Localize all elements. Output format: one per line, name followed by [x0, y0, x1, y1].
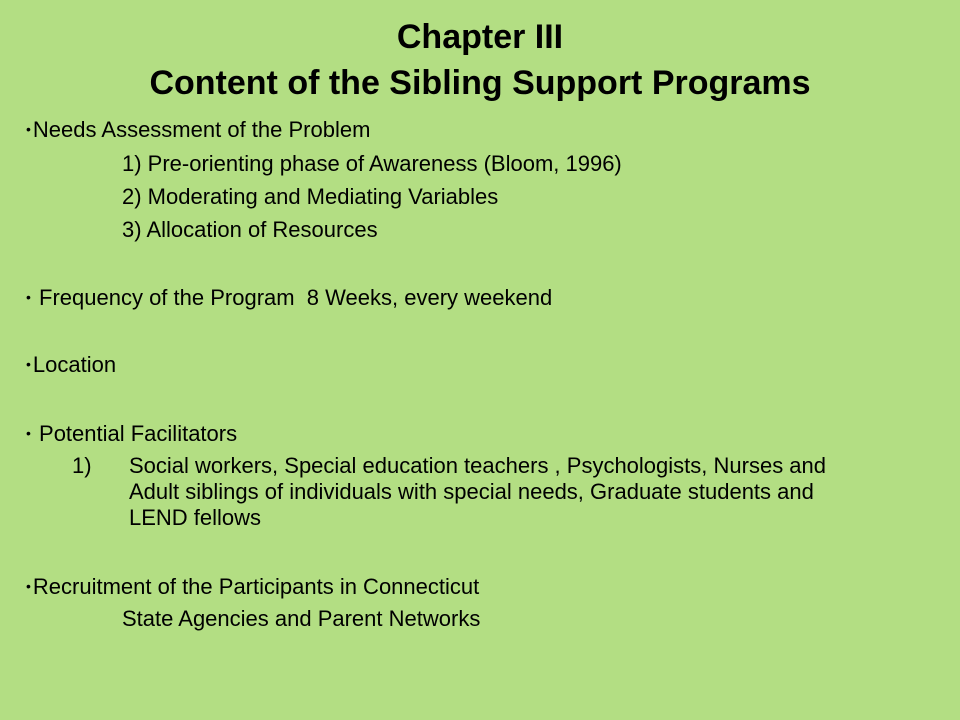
bullet-text: Needs Assessment of the Problem — [32, 117, 371, 142]
bullet-icon: • — [26, 578, 31, 594]
bullet-text: Frequency of the Program 8 Weeks, every weekend — [32, 285, 553, 310]
sub-item: 1) Pre-orienting phase of Awareness (Bloom, 1996) — [122, 151, 622, 176]
bullet-text: Recruitment of the Participants in Connecticut — [32, 574, 480, 599]
bullet-text: Location — [32, 352, 117, 377]
title-line-1: Chapter III — [396, 18, 564, 56]
bullet-needs-assessment — [26, 116, 370, 143]
sub-item: 2) Moderating and Mediating Variables — [122, 184, 499, 209]
item-text — [129, 453, 949, 531]
bullet-frequency — [26, 284, 552, 311]
bullet-recruitment — [26, 573, 479, 600]
sub-item: State Agencies and Parent Networks — [122, 606, 481, 631]
bullet-icon: • — [26, 289, 31, 305]
bullet-location — [26, 351, 116, 378]
bullet-icon: • — [26, 121, 31, 137]
title-line-2: Content of the Sibling Support Programs — [149, 64, 811, 102]
slide-title — [0, 14, 960, 106]
item-text-line: Social workers, Special education teachers , Psychologists, Nurses and — [129, 453, 827, 478]
bullet-text: Potential Facilitators — [32, 421, 238, 446]
item-text-line: Adult siblings of individuals with special needs, Graduate students and — [129, 479, 814, 504]
item-number: 1) — [72, 453, 92, 478]
item-text-line: LEND fellows — [129, 505, 262, 530]
bullet-icon: • — [26, 356, 31, 372]
bullet-facilitators — [26, 420, 237, 447]
bullet-icon: • — [26, 425, 31, 441]
sub-item: 3) Allocation of Resources — [122, 217, 378, 242]
